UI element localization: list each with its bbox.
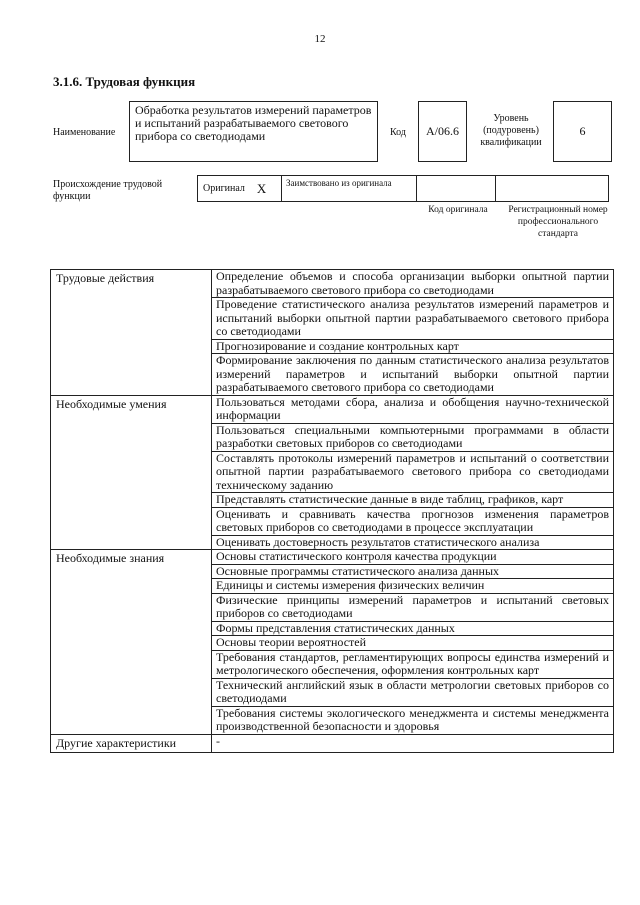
list-item: Определение объемов и способа организации выборки опытной партии разрабатываемого светового прибора со светодиодами [212,270,613,298]
list-item: - [216,733,220,748]
category-cell: Необходимые умения [51,395,212,550]
code-original-label: Код оригинала [428,205,488,215]
table-row [51,734,614,752]
table-row [51,270,614,396]
list-item: Единицы и системы измерения физических величин [212,579,613,594]
original-mark: X [256,180,267,196]
function-name-value: Обработка результатов измерений параметров и испытаний разрабатываемого светового прибора со светодиодами [135,103,372,143]
list-item: Формы представления статистических данных [212,622,613,637]
category-cell: Необходимые знания [51,550,212,735]
original-label: Оригинал [203,183,245,194]
items-cell [212,395,614,550]
list-item: Физические принципы измерений параметров и испытаний световых приборов со светодиодами [212,594,613,622]
list-item: Требования системы экологического менеджмента и системы менеджмента производственной безопасности и здоровья [216,705,609,733]
page-number: 12 [314,33,326,45]
code-box [418,101,467,162]
level-box [553,101,612,162]
original-cell [197,175,282,202]
section-title: 3.1.6. Трудовая функция [53,74,196,89]
origin-label: Происхождение трудовой функции [53,179,163,202]
function-name-box [129,101,378,162]
category-cell: Другие характеристики [51,734,212,752]
list-item: Оценивать достоверность результатов статистического анализа [216,534,540,549]
level-label: Уровень (подуровень) квалификации [480,113,542,148]
list-item: Основные программы статистического анализа данных [212,565,613,580]
list-item: Проведение статистического анализа результатов измерений параметров и испытаний выборки опытной партии разрабатываемого светового прибора со светодиодами [212,298,613,340]
code-original-cell [416,175,496,202]
items-cell [212,270,614,396]
list-item: Прогнозирование и создание контрольных карт [212,340,613,355]
list-item: Технический английский язык в области метрологии световых приборов со светодиодами [212,679,613,707]
list-item: Пользоваться методами сбора, анализа и обобщения научно-технической информации [212,396,613,424]
category-cell: Трудовые действия [51,270,212,396]
list-item: Составлять протоколы измерений параметров и испытаний о соответствии опытной партии разрабатываемого светового прибора со светодиодами техническому заданию [212,452,613,494]
reg-number-label: Регистрационный номер профессионального стандарта [508,205,608,239]
origin-row [198,175,609,202]
labor-function-table [50,269,614,753]
items-cell [212,734,614,752]
table-row [51,550,614,735]
list-item: Требования стандартов, регламентирующих вопросы единства измерений и метрологического обеспечения, оформления контрольных карт [212,651,613,679]
list-item: Основы теории вероятностей [212,636,613,651]
level-value: 6 [579,124,586,138]
table-row [51,395,614,550]
reg-number-cell [495,175,609,202]
list-item: Пользоваться специальными компьютерными программами в области разработки световых приборов со светодиодами [212,424,613,452]
list-item: Представлять статистические данные в виде таблиц, графиков, карт [212,493,613,508]
name-label: Наименование [53,127,116,138]
code-label: Код [390,127,406,138]
list-item: Основы статистического контроля качества продукции [212,550,613,565]
list-item: Оценивать и сравнивать качества прогнозов изменения параметров световых приборов со светодиодами в процессе эксплуатации [212,508,613,536]
borrowed-cell [281,175,417,202]
list-item: Формирование заключения по данным статистического анализа результатов измерений параметров и испытаний выборки опытной партии разрабатываемого светового прибора со светодиодами [216,353,609,394]
borrowed-label: Заимствовано из оригинала [286,178,392,188]
items-cell [212,550,614,735]
code-value: А/06.6 [426,124,459,138]
